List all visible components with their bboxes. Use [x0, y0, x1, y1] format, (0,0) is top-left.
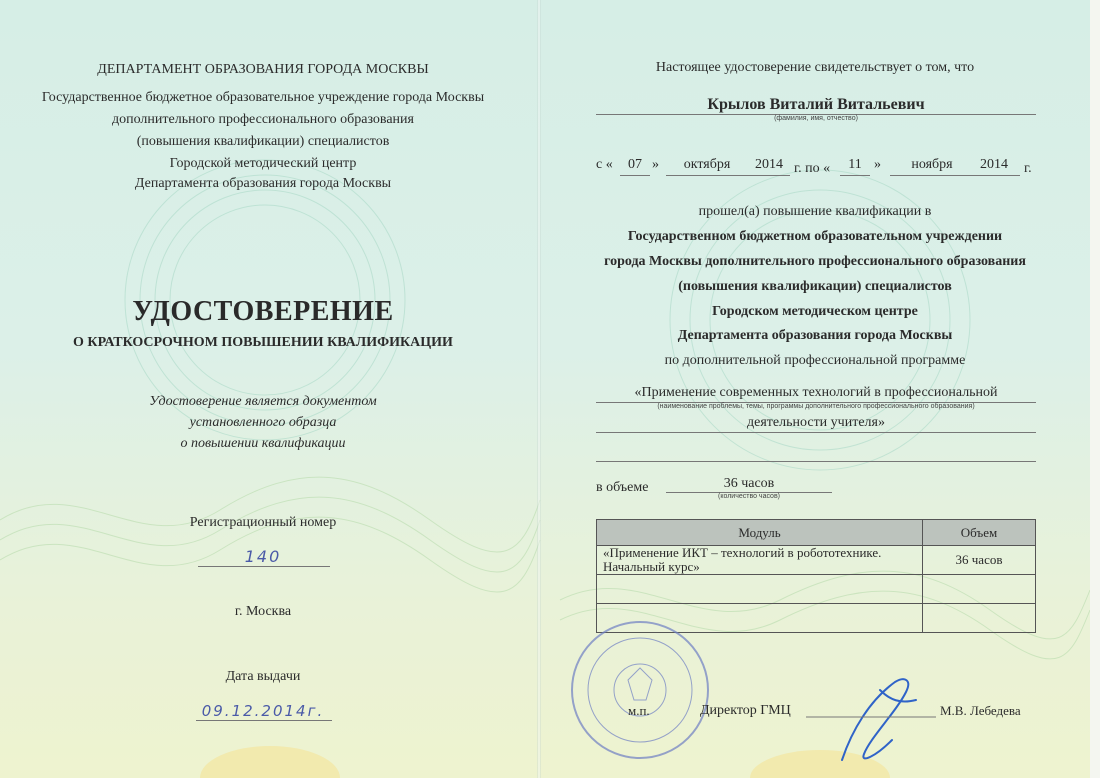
- period-from-month-underline: [666, 175, 790, 176]
- table-header-row: [597, 520, 1036, 546]
- intro-text: Настоящее удостоверение свидетельствует о том, что: [655, 60, 975, 75]
- issue-date: 09.12.2014г.: [201, 702, 325, 720]
- registration-label: Регистрационный номер: [189, 515, 337, 530]
- right-institution-line-1: Государственном бюджетном образовательном учреждении: [627, 229, 1003, 244]
- institution-line-3: (повышения квалификации) специалистов: [136, 134, 390, 149]
- period-to-day: 11: [848, 157, 862, 172]
- registration-underline: [198, 566, 330, 567]
- volume-caption: (количество часов): [718, 493, 780, 500]
- passed-text: прошел(а) повышение квалификации в: [698, 204, 932, 219]
- modules-table: [596, 519, 1036, 633]
- document-subtitle: О КРАТКОСРОЧНОМ ПОВЫШЕНИИ КВАЛИФИКАЦИИ: [73, 335, 453, 350]
- program-caption: (наименование проблемы, темы, программы дополнительного профессионального образования): [657, 403, 975, 410]
- program-line-1: «Применение современных технологий в профессиональной: [634, 385, 998, 400]
- right-page: [540, 0, 1100, 778]
- program-line-2: деятельности учителя»: [747, 415, 885, 430]
- period-from-month: октября: [683, 157, 731, 172]
- program-intro: по дополнительной профессиональной программе: [664, 353, 966, 368]
- table-cell-volume: [923, 575, 1036, 604]
- right-institution-line-3: (повышения квалификации) специалистов: [678, 279, 952, 294]
- institution-line-1: Государственное бюджетное образовательное учреждение города Москвы: [41, 90, 485, 105]
- period-from-year: 2014: [755, 157, 783, 172]
- stamp-label: м.п.: [628, 703, 650, 718]
- table-cell-module: [597, 604, 923, 633]
- program-underline-2: [596, 432, 1036, 433]
- note-line-2: установленного образца: [189, 415, 337, 430]
- period-to-close: »: [874, 157, 881, 172]
- table-row: [597, 575, 1036, 604]
- issue-date-label: Дата выдачи: [225, 669, 301, 684]
- department-heading: ДЕПАРТАМЕНТ ОБРАЗОВАНИЯ ГОРОДА МОСКВЫ: [97, 62, 429, 77]
- institution-line-5: Департамента образования города Москвы: [134, 176, 392, 191]
- document-title: УДОСТОВЕРЕНИЕ: [132, 296, 394, 327]
- period-to-month-underline: [890, 175, 1020, 176]
- right-institution-line-5: Департамента образования города Москвы: [677, 328, 953, 343]
- table-cell-volume: 36 часов: [923, 546, 1036, 575]
- full-name: Крылов Виталий Витальевич: [707, 96, 925, 113]
- city: г. Москва: [234, 604, 292, 619]
- period-to-prefix: г. по «: [794, 161, 831, 176]
- column-header-module: Модуль: [597, 520, 923, 546]
- table-cell-module: [597, 575, 923, 604]
- period-to-year: 2014: [980, 157, 1008, 172]
- full-name-caption: (фамилия, имя, отчество): [774, 115, 858, 122]
- column-header-volume: Объем: [923, 520, 1036, 546]
- note-line-1: Удостоверение является документом: [149, 394, 377, 409]
- volume-label: в объеме: [596, 480, 649, 495]
- table-row: [597, 604, 1036, 633]
- registration-number: 140: [244, 547, 282, 566]
- table-cell-volume: [923, 604, 1036, 633]
- period-from-day: 07: [628, 157, 642, 172]
- volume-value: 36 часов: [723, 476, 775, 491]
- table-cell-module: «Применение ИКТ – технологий в робототехнике. Начальный курс»: [597, 546, 923, 575]
- left-page: [0, 0, 540, 778]
- institution-line-2: дополнительного профессионального образования: [112, 112, 414, 127]
- right-institution-line-2: города Москвы дополнительного профессионального образования: [604, 254, 1026, 269]
- period-suffix: г.: [1024, 161, 1032, 176]
- issue-date-underline: [196, 720, 332, 721]
- right-institution-line-4: Городском методическом центре: [712, 304, 918, 319]
- director-label: Директор ГМЦ: [700, 703, 791, 718]
- period-from-day-underline: [620, 175, 650, 176]
- period-to-day-underline: [840, 175, 870, 176]
- period-from-prefix: с «: [596, 157, 613, 172]
- period-to-month: ноября: [911, 157, 953, 172]
- director-name: М.В. Лебедева: [940, 703, 1021, 718]
- program-underline-3: [596, 461, 1036, 462]
- period-from-close: »: [652, 157, 659, 172]
- institution-line-4: Городской методический центр: [169, 156, 357, 171]
- note-line-3: о повышении квалификации: [180, 436, 346, 451]
- table-row: [597, 546, 1036, 575]
